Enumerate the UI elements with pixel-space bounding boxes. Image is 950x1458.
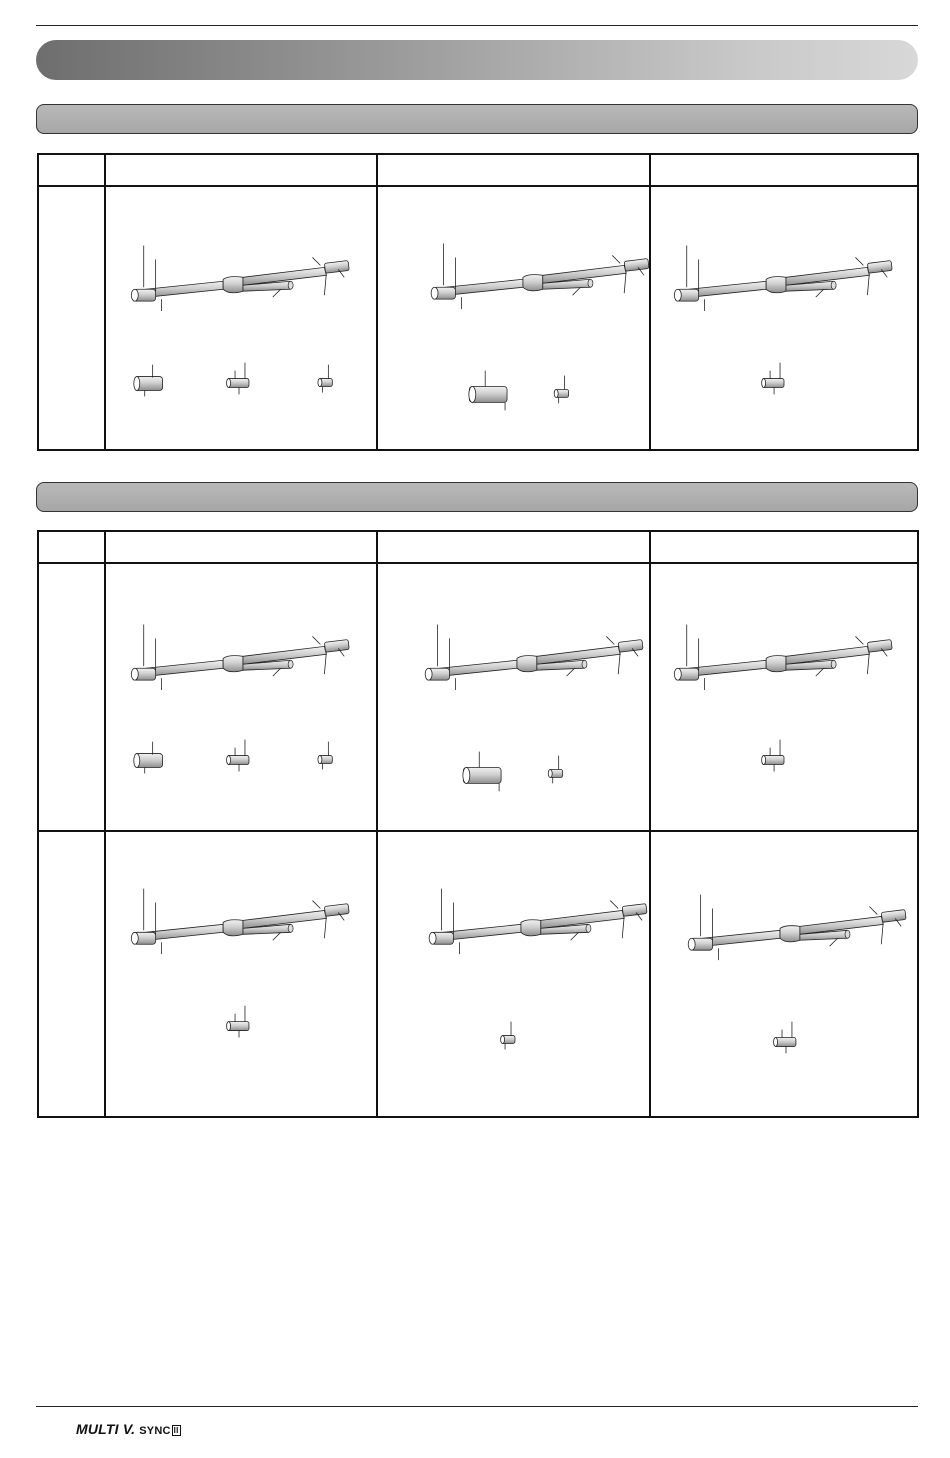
bottom-rule	[36, 1406, 918, 1407]
section1-col-c-header	[650, 154, 918, 186]
branch-pipe-figure	[651, 187, 917, 449]
section2-row1-fig-b	[377, 563, 650, 831]
section2-banner	[36, 482, 918, 512]
section2-corner	[38, 531, 105, 563]
branch-pipe-figure	[378, 187, 649, 449]
section2-row2-fig-c	[650, 831, 918, 1117]
product-name: SYNC	[139, 1425, 171, 1437]
section1-col-a-header	[105, 154, 377, 186]
branch-pipe-figure	[106, 832, 376, 1116]
section1-fig-a	[105, 186, 377, 450]
section1-banner	[36, 104, 918, 134]
section2-row1-label	[38, 563, 105, 831]
branch-pipe-figure	[651, 832, 917, 1116]
section1-fig-b	[377, 186, 650, 450]
branch-pipe-figure	[106, 187, 376, 449]
brand-name: MULTI V.	[76, 1421, 136, 1437]
section2-table	[37, 530, 919, 1118]
section2-row1-fig-a	[105, 563, 377, 831]
section2-col-b-header	[377, 531, 650, 563]
main-title-banner	[36, 40, 918, 80]
branch-pipe-figure	[651, 564, 917, 830]
section1-fig-c	[650, 186, 918, 450]
product-version: II	[173, 1426, 179, 1435]
section2-row2-label	[38, 831, 105, 1117]
section2-row2-fig-a	[105, 831, 377, 1117]
section2-row2-fig-b	[377, 831, 650, 1117]
section2-col-a-header	[105, 531, 377, 563]
brand-logo	[76, 1421, 181, 1437]
top-rule	[36, 25, 918, 26]
branch-pipe-figure	[378, 832, 649, 1116]
section1-row-label	[38, 186, 105, 450]
section1-table	[37, 153, 919, 451]
section1-col-b-header	[377, 154, 650, 186]
branch-pipe-figure	[106, 564, 376, 830]
branch-pipe-figure	[378, 564, 649, 830]
section2-row1-fig-c	[650, 563, 918, 831]
section1-corner	[38, 154, 105, 186]
section2-col-c-header	[650, 531, 918, 563]
